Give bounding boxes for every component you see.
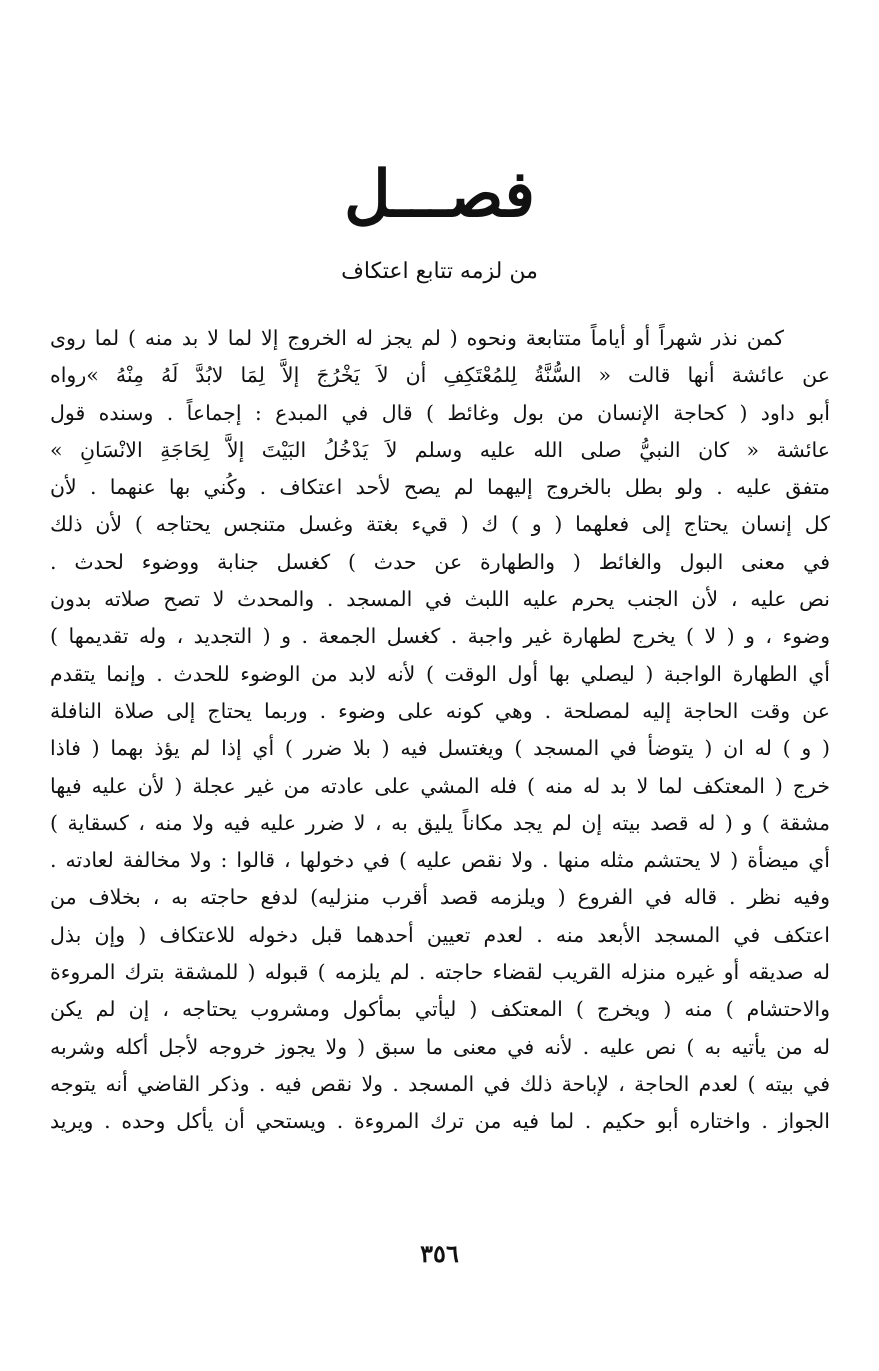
- text-line: أي الطهارة الواجبة ( ليصلي بها أول الوقت ) لأنه لابد من الوضوء للحدث . وإنما يتقدم: [50, 661, 830, 686]
- page-number: ٣٥٦: [420, 1239, 459, 1268]
- section-subtitle: من لزمه تتابع اعتكاف: [341, 259, 538, 284]
- text-line: أي ميضأة ( لا يحتشم مثله منها . ولا نقص عليه ) في دخولها ، قالوا : ولا مخالفة لعادته .: [50, 848, 830, 873]
- text-line: له من يأتيه به ) نص عليه . لأنه في معنى ما سبق ( ولا يجوز خروجه لأجل أكله وشربه: [50, 1034, 830, 1059]
- body-text: [50, 320, 830, 1141]
- text-line: وفيه نظر . قاله في الفروع ( ويلزمه قصد أقرب منزليه) لدفع حاجته به ، بخلاف من: [50, 885, 830, 910]
- text-line: نص عليه ، لأن الجنب يحرم عليه اللبث في المسجد . والمحدث لا تصح صلاته بدون: [50, 587, 830, 612]
- text-line: في بيته ) لعدم الحاجة ، لإباحة ذلك في المسجد . ولا نقص فيه . وذكر القاضي أنه يتوجه: [50, 1071, 830, 1096]
- text-line: خرج ( المعتكف لما لا بد له منه ) فله المشي على عادته من غير عجلة ( لأن عليه فيها: [50, 773, 830, 798]
- text-line: والاحتشام ) منه ( ويخرج ) المعتكف ( ليأتي بمأكول ومشروب يحتاجه ، إن لم يكن: [50, 997, 830, 1022]
- chapter-heading: [0, 150, 879, 240]
- text-line: اعتكف في المسجد الأبعد منه . لعدم تعيين أحدهما قبل دخوله للاعتكاف ( وإن بذل: [50, 922, 830, 947]
- text-line: ( و ) له ان ( يتوضأ في المسجد ) ويغتسل فيه ( بلا ضرر ) أي إذا لم يؤذ بهما ( فاذا: [50, 736, 830, 761]
- chapter-title: فصـــل: [344, 157, 535, 232]
- text-line: عن وقت الحاجة إليه لمصلحة . وهي كونه على وضوء . وربما يحتاج إلى صلاة النافلة: [50, 698, 830, 723]
- text-line: عن عائشة أنها قالت « السُّنَّةُ لِلمُعْتَكِفِ أن لاَ يَخْرُجَ إلاَّ لِمَا لابُدَّ لَهُ مِنْهُ »رواه: [50, 363, 830, 388]
- text-line: متفق عليه . ولو بطل بالخروج إليهما لم يصح لأحد اعتكاف . وكُني بها عنهما . لأن: [50, 475, 830, 500]
- text-line: له صديقه أو غيره منزله القريب لقضاء حاجته . لم يلزمه ) قبوله ( للمشقة بترك المروءة: [50, 960, 830, 985]
- text-line: كمن نذر شهراً أو أياماً متتابعة ونحوه ( لم يجز له الخروج إلا لما لا بد منه ) لما روى: [50, 326, 784, 350]
- text-line: الجواز . واختاره أبو حكيم . لما فيه من ترك المروءة . ويستحي أن يأكل وحده . ويريد: [50, 1109, 830, 1134]
- text-line: عائشة « كان النبيُّ صلى الله عليه وسلم لاَ يَدْخُلُ البَيْتَ إلاَّ لِحَاجَةِ الانْسَانِ »: [50, 437, 830, 462]
- text-line: مشقة ) و ( له قصد بيته إن لم يجد مكاناً يليق به ، لا ضرر عليه فيه ولا منه ، كسقاية ): [50, 810, 830, 835]
- text-line: كل إنسان يحتاج إلى فعلهما ( و ) ك ( قيء بغتة وغسل متنجس يحتاجه ) لأن ذلك: [50, 512, 830, 537]
- text-line: وضوء ، و ( لا ) يخرج لطهارة غير واجبة . كغسل الجمعة . و ( التجديد ، وله تقديمها ): [50, 624, 830, 649]
- text-line: في معنى البول والغائط ( والطهارة عن حدث ) كغسل جنابة ووضوء لحدث .: [50, 549, 830, 574]
- text-line: أبو داود ( كحاجة الإنسان من بول وغائط ) قال في المبدع : إجماعاً . وسنده قول: [50, 400, 830, 425]
